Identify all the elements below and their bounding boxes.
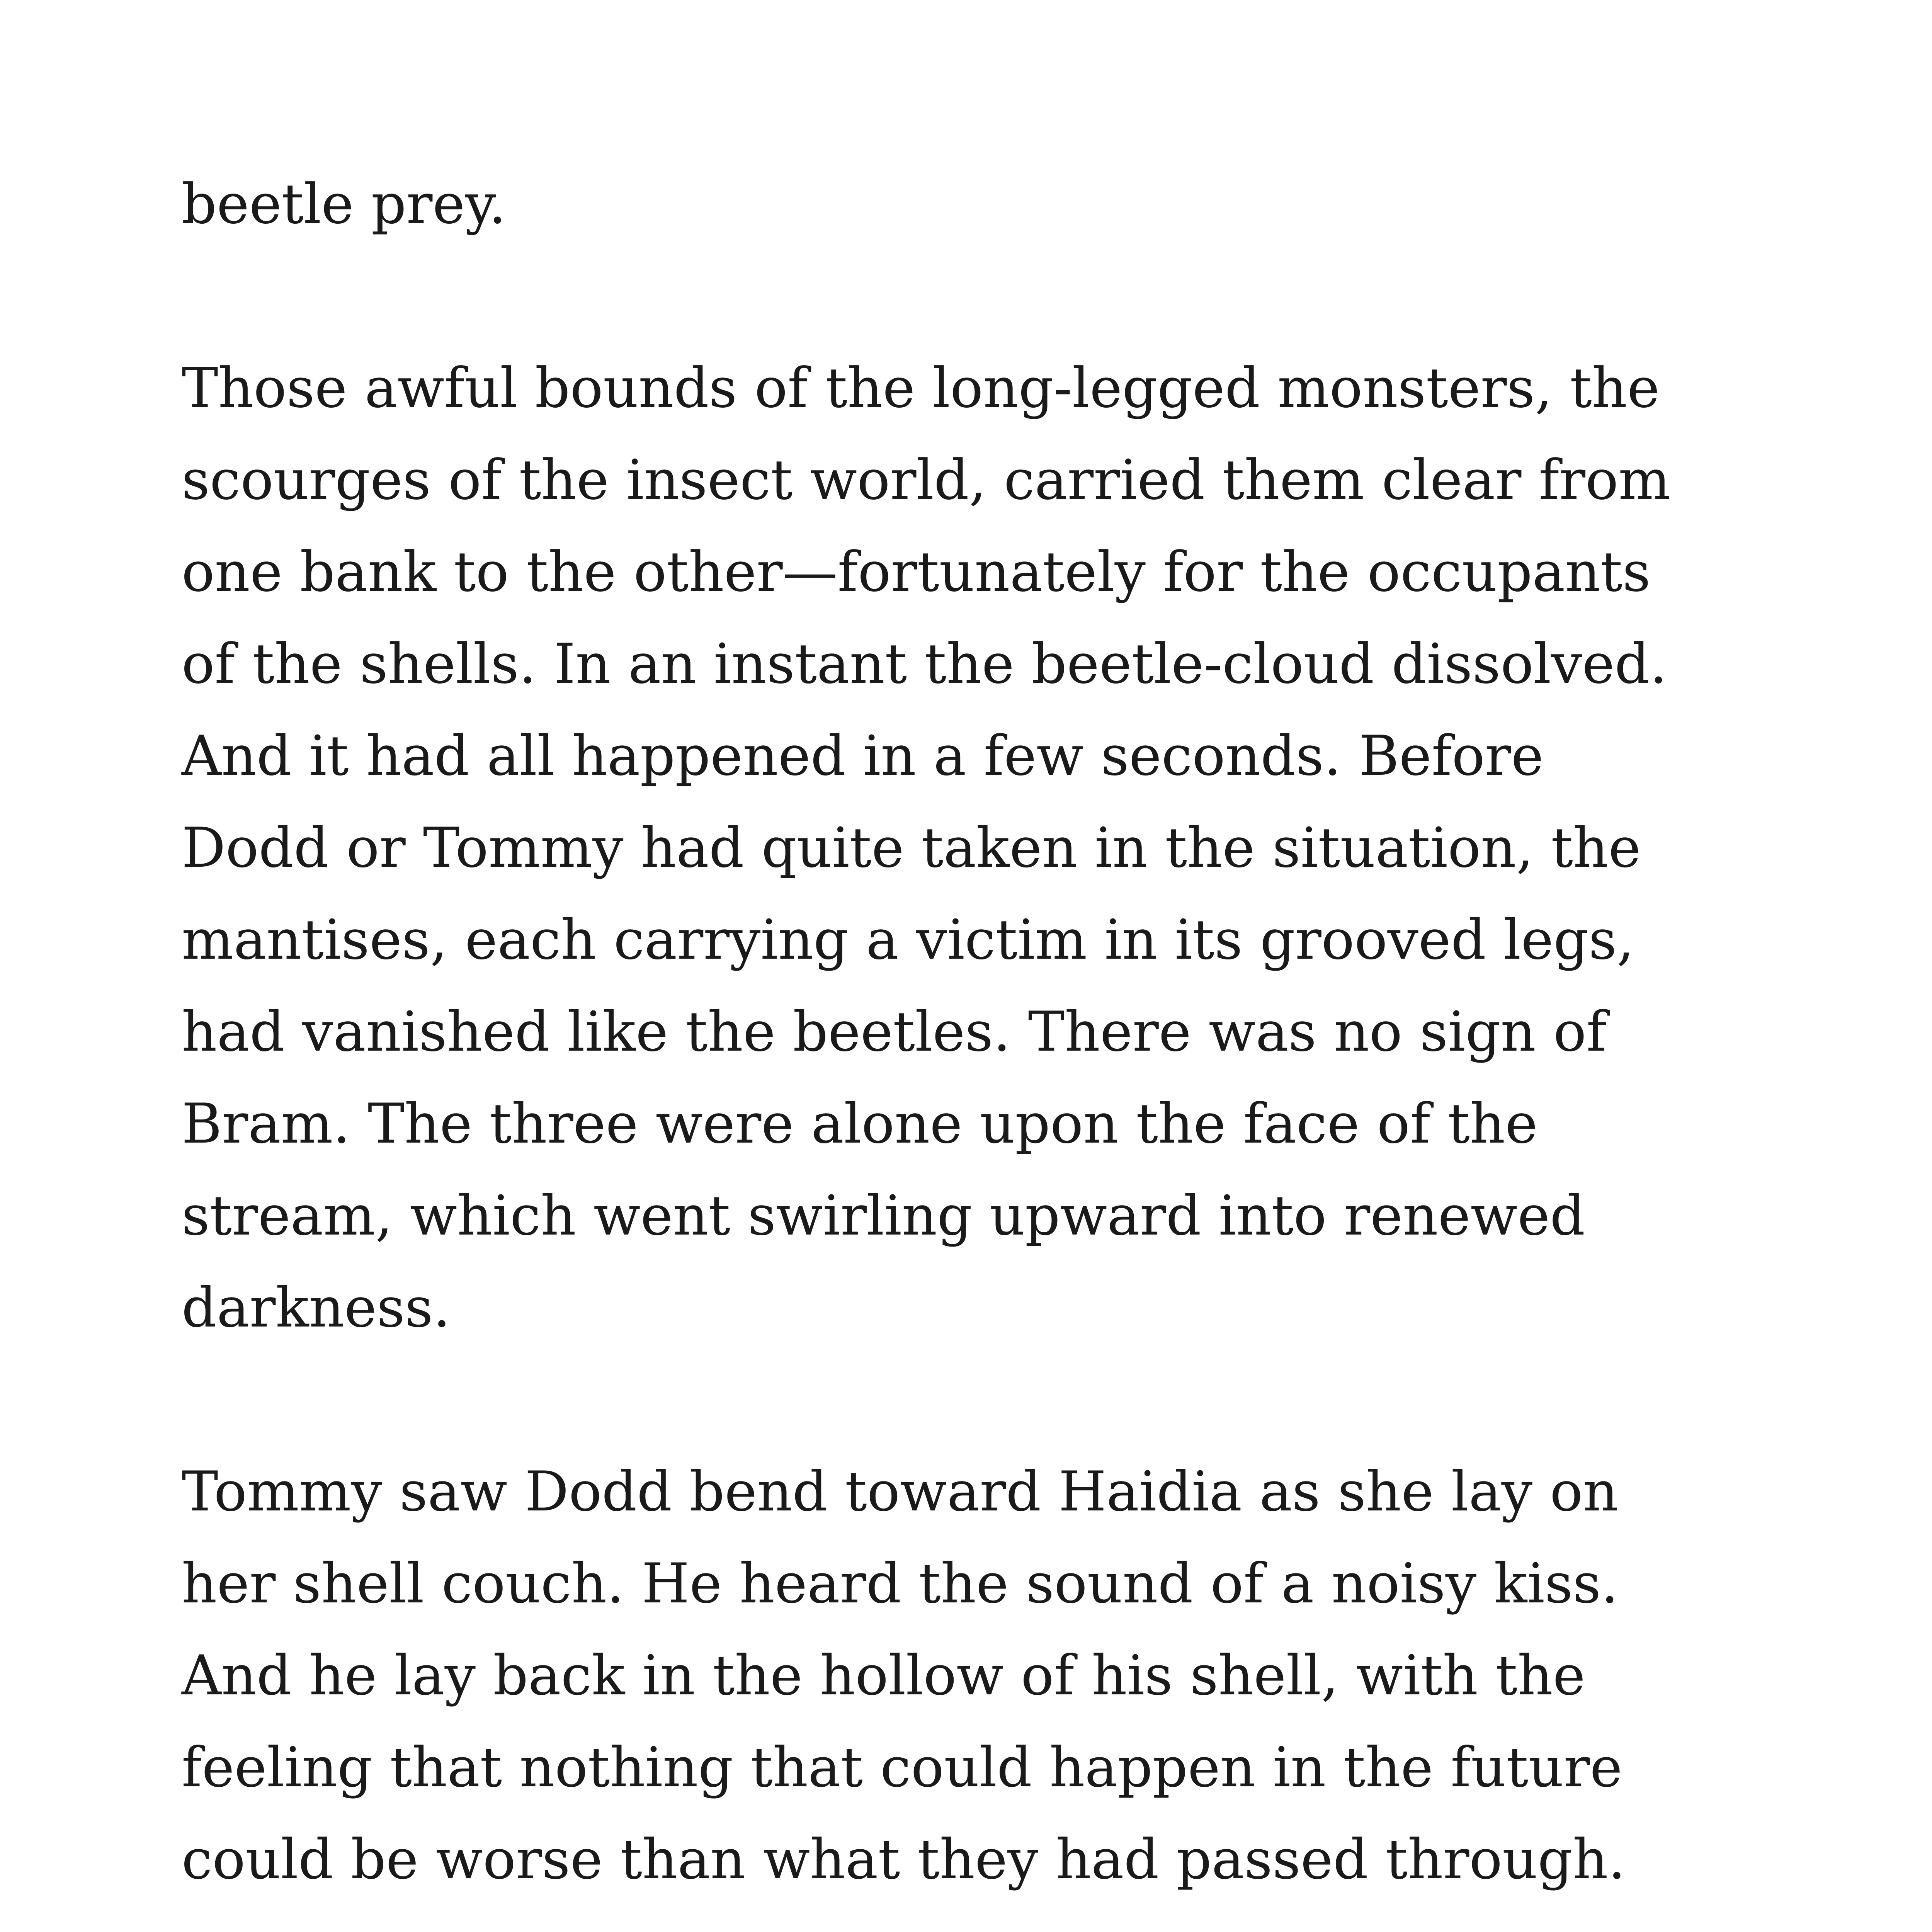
text-line: darkness. — [182, 1276, 451, 1340]
text-line: Bram. The three were alone upon the face of the — [182, 1092, 1538, 1156]
paragraph — [182, 158, 1824, 250]
text-line: could be worse than what they had passed through. — [182, 1828, 1626, 1891]
text-line: mantises, each carrying a victim in its grooved legs, — [182, 908, 1634, 972]
text-line: stream, which went swirling upward into renewed — [182, 1184, 1585, 1248]
body-text — [182, 158, 1824, 1932]
text-line: And it had all happened in a few seconds. Before — [182, 724, 1544, 788]
text-line: Dodd or Tommy had quite taken in the situation, the — [182, 816, 1641, 880]
paragraph-gap — [182, 1354, 1824, 1446]
text-line: And he lay back in the hollow of his shell, with the — [182, 1644, 1585, 1708]
text-line: Tommy saw Dodd bend toward Haidia as she lay on — [182, 1460, 1619, 1524]
text-line: of the shells. In an instant the beetle-cloud dissolved. — [182, 632, 1667, 696]
text-line: had vanished like the beetles. There was no sign of — [182, 1000, 1607, 1064]
text-line: scourges of the insect world, carried them clear from — [182, 448, 1671, 512]
text-line: Those awful bounds of the long-legged monsters, the — [182, 356, 1660, 420]
paragraph — [182, 1446, 1824, 1906]
text-line: feeling that nothing that could happen in the future — [182, 1736, 1622, 1799]
paragraph — [182, 342, 1824, 1354]
paragraph-gap — [182, 1906, 1824, 1932]
text-line: her shell couch. He heard the sound of a noisy kiss. — [182, 1552, 1619, 1616]
text-line: one bank to the other—fortunately for the occupants — [182, 540, 1651, 604]
paragraph-gap — [182, 250, 1824, 342]
text-line: beetle prey. — [182, 172, 506, 236]
